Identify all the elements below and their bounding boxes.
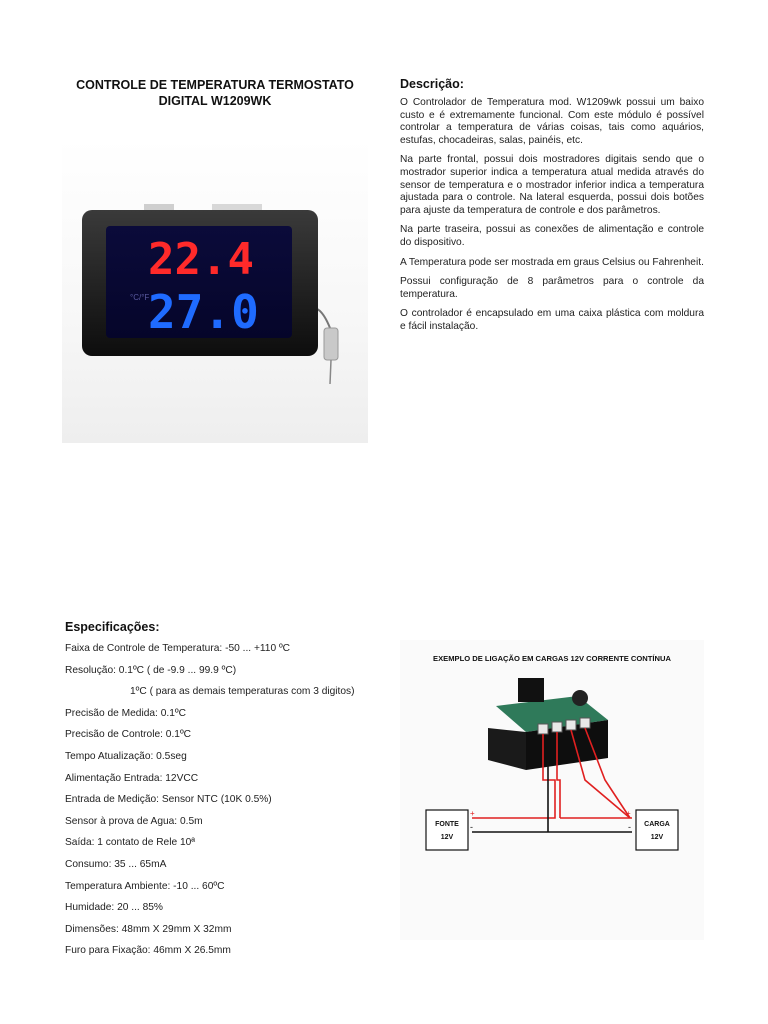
specifications-section	[65, 620, 385, 966]
spec-item: Sensor à prova de Agua: 0.5m	[65, 815, 203, 827]
minus-sign: -	[470, 822, 473, 832]
sensor-wire	[330, 360, 331, 384]
description-paragraph: O controlador é encapsulado em uma caixa plástica com moldura e fácil instalação.	[400, 308, 704, 332]
spec-item: Saída: 1 contato de Rele 10ª	[65, 837, 196, 849]
description-paragraph: O Controlador de Temperatura mod. W1209wk possui um baixo custo e é extremamente funcional. Com este módulo é possível controlar a temperatura de várias coisas, tais como aquários, estufas, chocadeiras, salas, painéis, etc.	[400, 97, 704, 146]
plus-sign: +	[626, 809, 631, 818]
terminal-icon	[552, 722, 562, 732]
source-voltage: 12V	[440, 834, 454, 841]
description-paragraph: Possui configuração de 8 parâmetros para o controle da temperatura.	[400, 276, 704, 300]
spec-item: Humidade: 20 ... 85%	[65, 902, 163, 914]
specifications-list	[65, 642, 385, 966]
thermostat-illustration	[62, 138, 368, 443]
description-heading: Descrição:	[400, 77, 464, 91]
description-section	[400, 77, 704, 341]
spec-item: 1ºC ( para as demais temperaturas com 3 digitos)	[130, 686, 355, 698]
document-title: CONTROLE DE TEMPERATURA TERMOSTATO DIGITAL W1209WK	[76, 78, 354, 108]
display-top: 22.4	[148, 234, 254, 285]
description-paragraph: Na parte traseira, possui as conexões de alimentação e controle do dispositivo.	[400, 224, 704, 248]
wiring-title: EXEMPLO DE LIGAÇÃO EM CARGAS 12V CORRENTE CONTÍNUA	[433, 654, 671, 663]
spec-item: Dimensões: 48mm X 29mm X 32mm	[65, 923, 232, 935]
sensor-probe	[324, 328, 338, 360]
spec-item: Faixa de Controle de Temperatura: -50 ... +110 ºC	[65, 643, 291, 654]
source-box	[426, 810, 468, 850]
terminal-icon	[566, 720, 576, 730]
buzzer-icon	[572, 690, 588, 706]
load-box	[636, 810, 678, 850]
module-side	[488, 728, 526, 770]
spec-item: Entrada de Medição: Sensor NTC (10K 0.5%)	[65, 794, 272, 806]
spec-item: Precisão de Medida: 0.1ºC	[65, 707, 186, 719]
description-paragraph: A Temperatura pode ser mostrada em graus Celsius ou Fahrenheit.	[400, 256, 704, 268]
unit-label: °C/°F	[130, 293, 150, 302]
spec-item: Tempo Atualização: 0.5seg	[65, 750, 187, 762]
terminal-icon	[580, 718, 590, 728]
spec-item: Resolução: 0.1ºC ( de -9.9 ... 99.9 ºC)	[65, 664, 237, 676]
spec-item: Consumo: 35 ... 65mA	[65, 858, 167, 870]
spec-item: Precisão de Controle: 0.1ºC	[65, 729, 192, 741]
relay-icon	[518, 678, 544, 702]
spec-item: Alimentação Entrada: 12VCC	[65, 772, 199, 784]
terminal-icon	[538, 724, 548, 734]
load-label: CARGA	[644, 821, 670, 828]
display-bottom: 27.0	[148, 285, 259, 339]
source-label: FONTE	[435, 821, 459, 828]
spec-item: Furo para Fixação: 46mm X 26.5mm	[65, 945, 231, 957]
product-photo	[62, 138, 368, 443]
plus-sign: +	[470, 809, 475, 818]
minus-sign: -	[628, 822, 631, 832]
load-voltage: 12V	[650, 834, 664, 841]
specifications-heading: Especificações:	[65, 620, 160, 634]
wiring-diagram	[400, 640, 704, 940]
description-paragraph: Na parte frontal, possui dois mostradores digitais sendo que o mostrador superior indica a temperatura atual medida através do sensor de temperatura e o mostrador inferior indica a temperatura ajustada para o controle. Na lateral esquerda, possui dois botões para ajuste da temperatura de controle e dos parâmetros.	[400, 154, 704, 216]
wiring-diagram-svg	[400, 640, 704, 940]
spec-item: Temperatura Ambiente: -10 ... 60ºC	[65, 880, 225, 892]
